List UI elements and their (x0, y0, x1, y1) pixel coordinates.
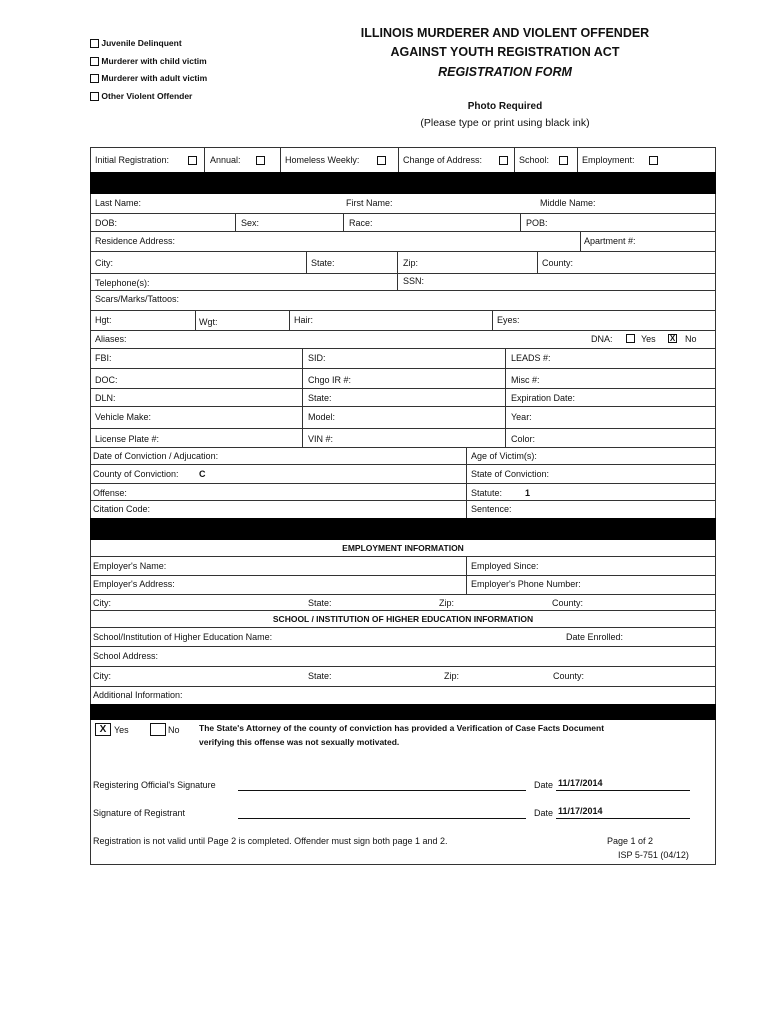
employment-heading: EMPLOYMENT INFORMATION (342, 543, 464, 553)
row-line (90, 290, 716, 291)
cell-divider (580, 231, 581, 251)
cell-divider (302, 348, 303, 447)
row-line (90, 575, 716, 576)
initial-registration[interactable] (95, 155, 169, 165)
row-line (90, 368, 716, 369)
middle-name-label: Middle Name: (540, 198, 596, 208)
verification-no-checkbox[interactable] (150, 723, 166, 736)
dna-no-checkbox[interactable]: X (669, 334, 676, 343)
county-conviction-value: C (199, 469, 206, 479)
sex-label: Sex: (241, 218, 260, 228)
dna-yes-label: Yes (641, 334, 656, 344)
section-bar (90, 518, 716, 540)
hgt-label: Hgt: (95, 315, 112, 325)
registrant-signature-line[interactable] (238, 818, 526, 819)
official-signature-line[interactable] (238, 790, 526, 791)
checkbox[interactable] (90, 39, 99, 48)
school-heading: SCHOOL / INSTITUTION OF HIGHER EDUCATION INFORMATION (272, 614, 534, 624)
dna-yes-checkbox[interactable] (626, 334, 635, 343)
date-enrolled-label: Date Enrolled: (566, 632, 624, 642)
state-conviction-label: State of Conviction: (471, 469, 550, 479)
zip-label: Zip: (403, 258, 419, 268)
row-line (90, 646, 716, 647)
cell-divider (492, 310, 493, 330)
school-county-label: County: (553, 671, 585, 681)
row-line (90, 447, 716, 448)
school-checkbox[interactable] (559, 156, 568, 165)
employment-label: Employment: (582, 155, 635, 165)
color-label: Color: (511, 434, 536, 444)
annual-label: Annual: (210, 155, 241, 165)
row-line (90, 483, 716, 484)
employer-city-label: City: (93, 598, 111, 608)
row-line (90, 556, 716, 557)
school-address-label: School Address: (93, 651, 159, 661)
annual-checkbox[interactable] (256, 156, 265, 165)
hair-label: Hair: (294, 315, 314, 325)
row-line (90, 330, 716, 331)
official-date-line (556, 790, 690, 791)
frame-left-lower (90, 720, 91, 865)
checkbox[interactable] (90, 57, 99, 66)
row-line (90, 348, 716, 349)
category-child-victim[interactable] (90, 56, 207, 66)
doc-label: DOC: (95, 375, 118, 385)
row-line (90, 273, 716, 274)
first-name-label: First Name: (346, 198, 393, 208)
employer-zip-label: Zip: (439, 598, 455, 608)
registrant-date-line (556, 818, 690, 819)
row-line (90, 147, 716, 148)
wgt-label: Wgt: (199, 317, 218, 327)
category-label: Other Violent Offender (101, 91, 193, 101)
category-label: Juvenile Delinquent (101, 38, 182, 48)
race-label: Race: (349, 218, 373, 228)
change-address-checkbox[interactable] (499, 156, 508, 165)
cell-divider (280, 147, 281, 172)
row-line (90, 388, 716, 389)
official-date-label: Date (534, 780, 554, 790)
model-label: Model: (308, 412, 336, 422)
row-line (90, 627, 716, 628)
registrant-signature-label: Signature of Registrant (93, 808, 186, 818)
row-line (90, 310, 716, 311)
form-title-line2: AGAINST YOUTH REGISTRATION ACT (390, 45, 620, 59)
homeless-label: Homeless Weekly: (285, 155, 360, 165)
cell-divider (289, 310, 290, 330)
license-plate-label: License Plate #: (95, 434, 160, 444)
validity-note: Registration is not valid until Page 2 is completed. Offender must sign both page 1 and 2. (93, 836, 448, 846)
official-date-value: 11/17/2014 (558, 778, 603, 788)
vin-label: VIN #: (308, 434, 334, 444)
employer-state-label: State: (308, 598, 332, 608)
verification-text-line1: The State's Attorney of the county of conviction has provided a Verification of Case Facts Document (199, 723, 605, 733)
school-label: School: (519, 155, 550, 165)
initial-registration-checkbox[interactable] (188, 156, 197, 165)
school-city-label: City: (93, 671, 111, 681)
row-line (90, 213, 716, 214)
cell-divider (204, 147, 205, 172)
official-signature-label: Registering Official's Signature (93, 780, 216, 790)
scars-label: Scars/Marks/Tattoos: (95, 294, 180, 304)
cell-divider (398, 147, 399, 172)
checkbox[interactable] (90, 92, 99, 101)
school-state-label: State: (308, 671, 332, 681)
school-name-label: School/Institution of Higher Education Name: (93, 632, 273, 642)
homeless-checkbox[interactable] (377, 156, 386, 165)
state-label: State: (311, 258, 335, 268)
category-juvenile[interactable] (90, 38, 182, 48)
telephone-label: Telephone(s): (95, 278, 150, 288)
verification-no-label: No (168, 725, 180, 735)
county-label: County: (542, 258, 574, 268)
section-bar (90, 704, 716, 720)
form-title-line1: ILLINOIS MURDERER AND VIOLENT OFFENDER (360, 26, 650, 40)
row-line (90, 464, 716, 465)
conviction-date-label: Date of Conviction / Adjucation: (93, 451, 219, 461)
photo-required: Photo Required (467, 101, 543, 112)
misc-label: Misc #: (511, 375, 540, 385)
row-line (90, 406, 716, 407)
form-id: ISP 5-751 (04/12) (618, 850, 689, 860)
sid-label: SID: (308, 353, 326, 363)
cell-divider (235, 213, 236, 231)
verification-yes-label: Yes (114, 725, 129, 735)
label: Initial Registration: (95, 155, 170, 165)
ssn-label: SSN: (403, 276, 425, 286)
offense-label: Offense: (93, 488, 127, 498)
employer-county-label: County: (552, 598, 584, 608)
vehicle-make-label: Vehicle Make: (95, 412, 152, 422)
year-label: Year: (511, 412, 532, 422)
cell-divider (577, 147, 578, 172)
sentence-label: Sentence: (471, 504, 512, 514)
row-line (90, 231, 716, 232)
instructions: (Please type or print using black ink) (420, 117, 590, 129)
row-line (90, 594, 716, 595)
category-other-violent[interactable] (90, 91, 192, 101)
row-line (90, 251, 716, 252)
chgo-ir-label: Chgo IR #: (308, 375, 352, 385)
cell-divider (343, 213, 344, 231)
category-label: Murderer with adult victim (101, 73, 208, 83)
fbi-label: FBI: (95, 353, 112, 363)
row-line (90, 666, 716, 667)
cell-divider (397, 251, 398, 291)
citation-code-label: Citation Code: (93, 504, 151, 514)
row-line (90, 686, 716, 687)
checkbox[interactable] (90, 74, 99, 83)
dln-state-label: State: (308, 393, 332, 403)
cell-divider (195, 310, 196, 330)
cell-divider (306, 251, 307, 273)
verification-yes-checkbox[interactable]: X (95, 723, 111, 736)
registrant-date-value: 11/17/2014 (558, 806, 603, 816)
city-label: City: (95, 258, 113, 268)
apartment-label: Apartment #: (584, 236, 636, 246)
verification-text-line2: verifying this offense was not sexually motivated. (199, 737, 400, 747)
statute-label: Statute: (471, 488, 503, 498)
employer-phone-label: Employer's Phone Number: (471, 579, 581, 589)
page-number: Page 1 of 2 (607, 836, 654, 846)
expiration-label: Expiration Date: (511, 393, 576, 403)
form-title-line3: REGISTRATION FORM (438, 65, 572, 79)
cell-divider (514, 147, 515, 172)
registrant-date-label: Date (534, 808, 554, 818)
leads-label: LEADS #: (511, 353, 551, 363)
cell-divider (520, 213, 521, 231)
row-line (90, 610, 716, 611)
employed-since-label: Employed Since: (471, 561, 539, 571)
dna-label: DNA: (591, 334, 613, 344)
age-victim-label: Age of Victim(s): (471, 451, 537, 461)
dna-no-label: No (685, 334, 697, 344)
row-line (90, 864, 716, 865)
section-bar (90, 172, 716, 194)
school-zip-label: Zip: (444, 671, 460, 681)
dln-label: DLN: (95, 393, 116, 403)
employer-name-label: Employer's Name: (93, 561, 167, 571)
employment-checkbox[interactable] (649, 156, 658, 165)
change-address-label: Change of Address: (403, 155, 483, 165)
category-adult-victim[interactable] (90, 73, 207, 83)
county-conviction-label: County of Conviction: (93, 469, 179, 479)
category-label: Murderer with child victim (101, 56, 207, 66)
last-name-label: Last Name: (95, 198, 142, 208)
aliases-label: Aliases: (95, 334, 127, 344)
statute-value: 1 (525, 488, 531, 498)
pob-label: POB: (526, 218, 548, 228)
eyes-label: Eyes: (497, 315, 520, 325)
frame-right-lower (715, 720, 716, 865)
cell-divider (505, 348, 506, 447)
additional-info-label: Additional Information: (93, 690, 183, 700)
cell-divider (537, 251, 538, 273)
row-line (90, 428, 716, 429)
employer-address-label: Employer's Address: (93, 579, 175, 589)
residence-address-label: Residence Address: (95, 236, 176, 246)
row-line (90, 500, 716, 501)
dob-label: DOB: (95, 218, 118, 228)
